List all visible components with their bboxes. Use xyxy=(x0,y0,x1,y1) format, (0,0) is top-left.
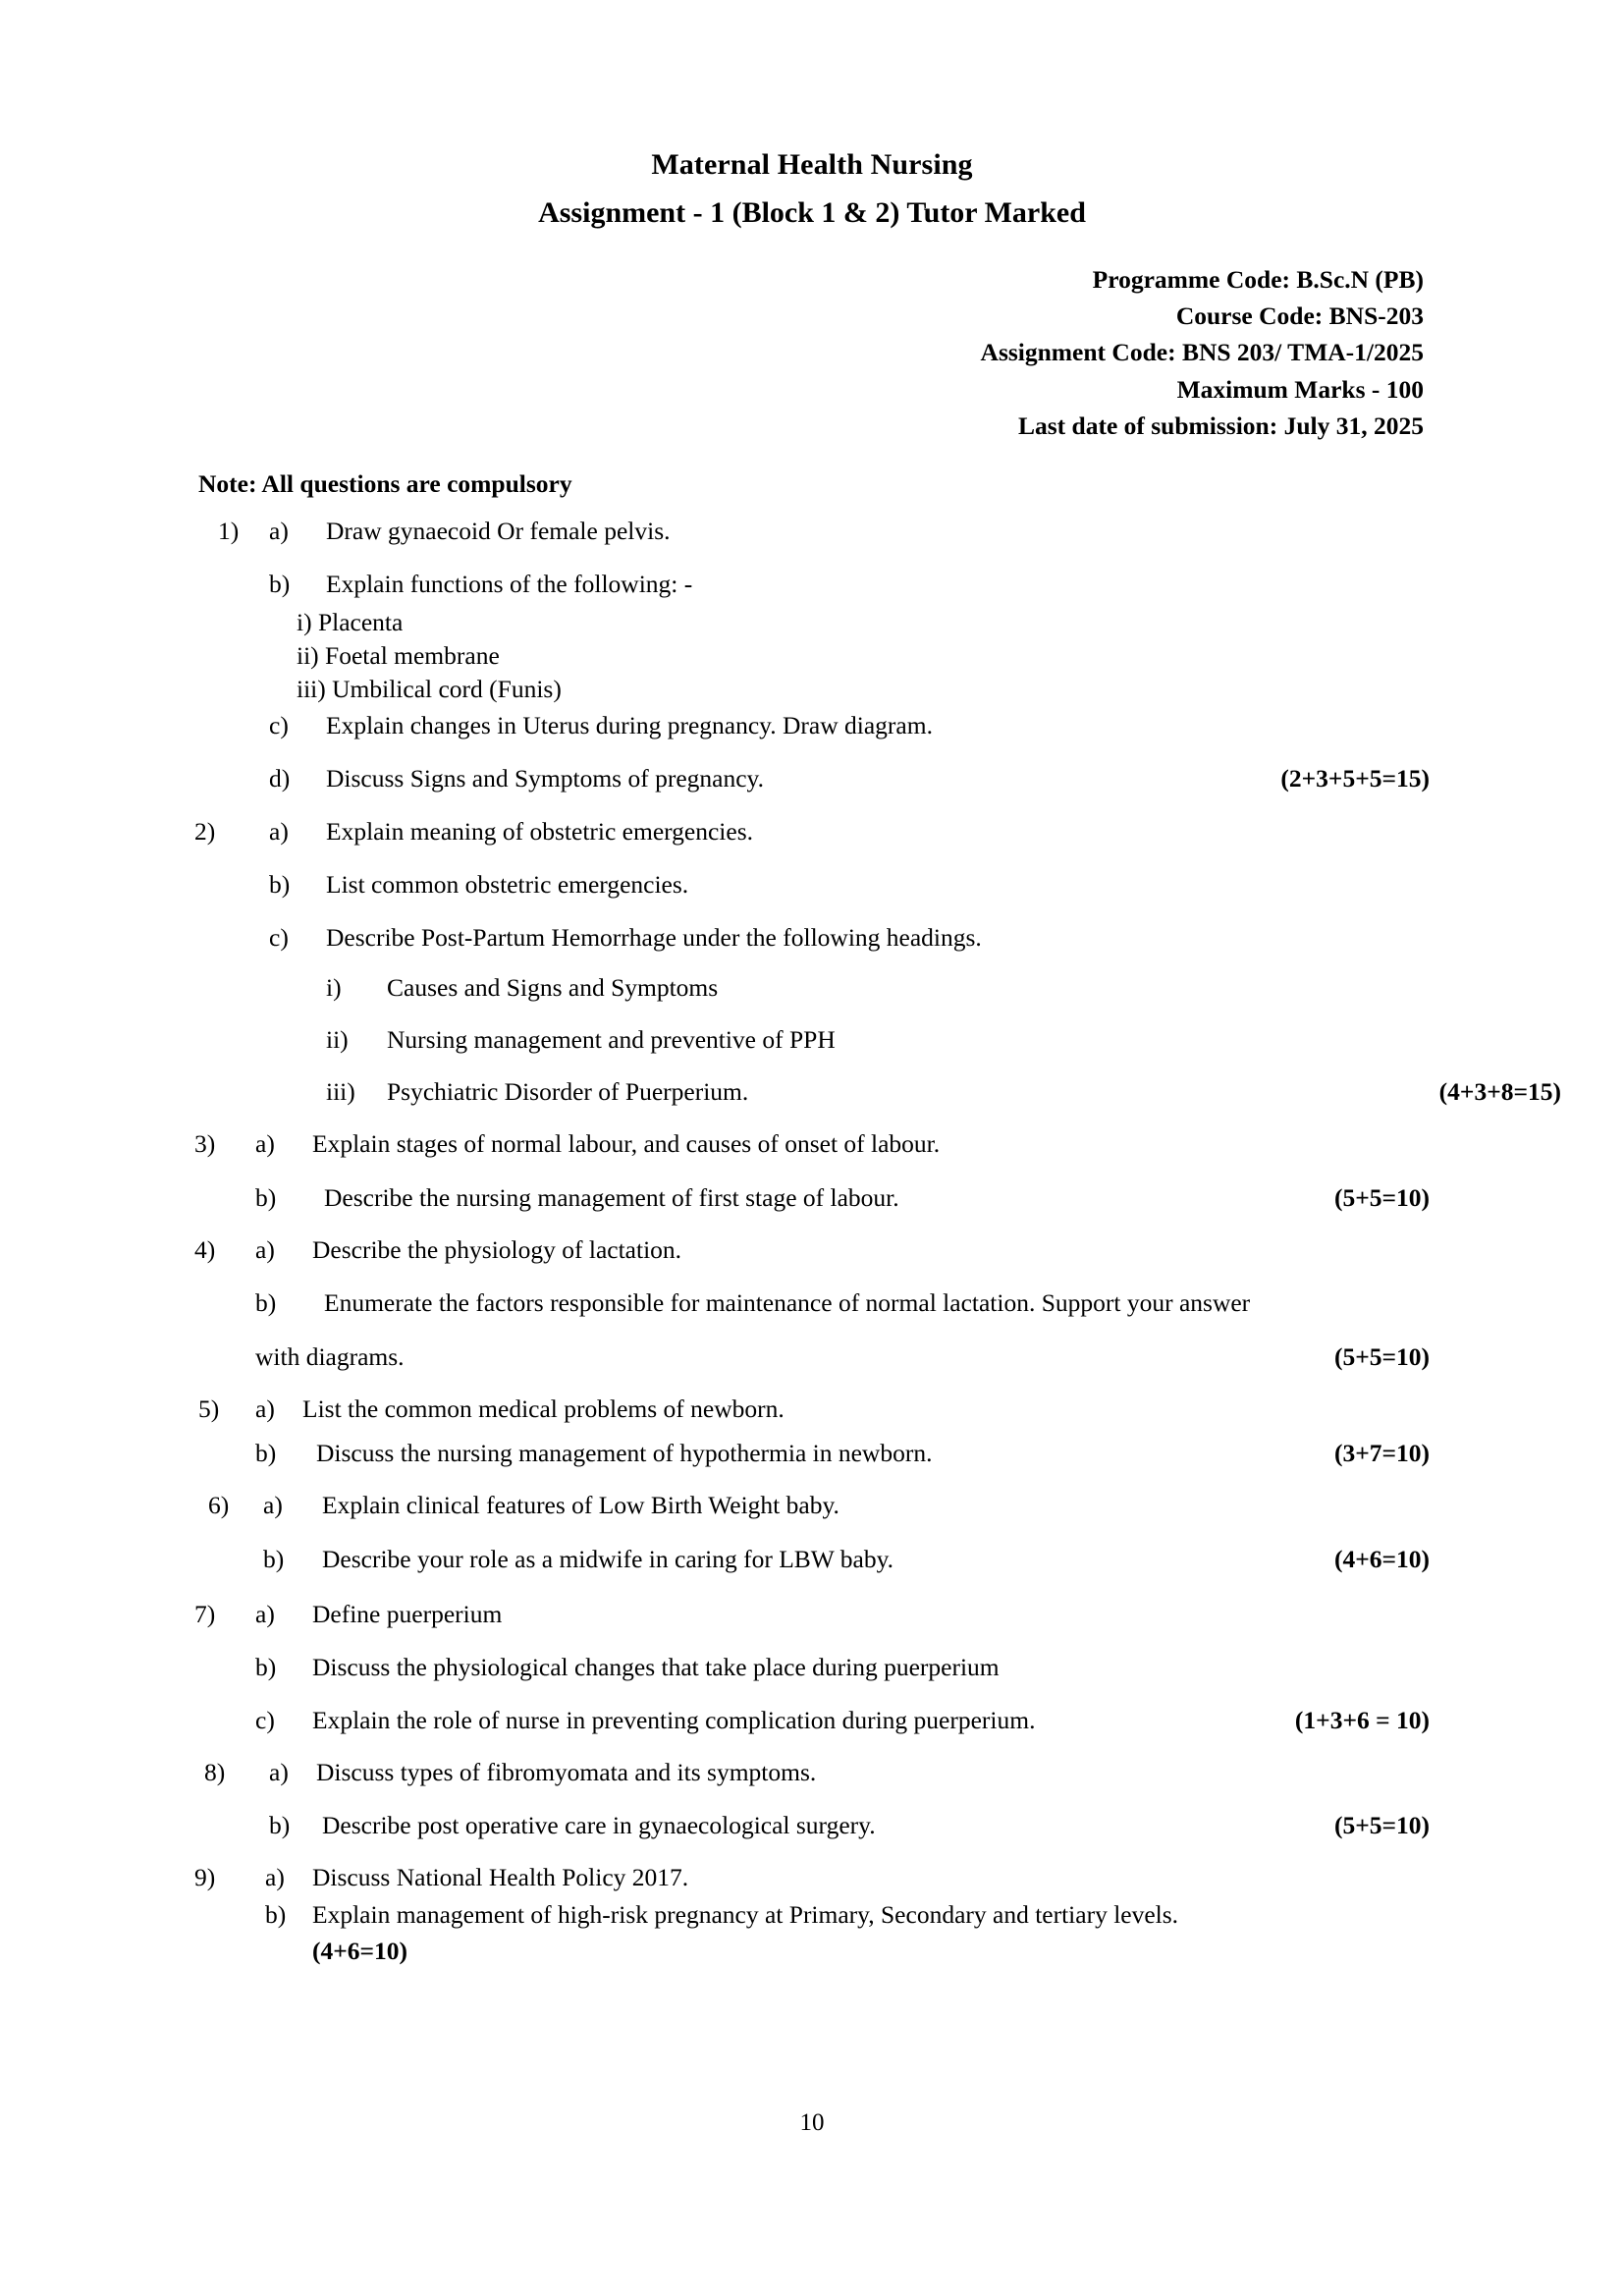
question-part-text: Explain the role of nurse in preventing complication during puerperium. xyxy=(312,1706,1036,1735)
question-row xyxy=(194,568,1430,600)
question-part-text: Explain clinical features of Low Birth Weight baby. xyxy=(322,1491,839,1520)
roman-label: iii) xyxy=(326,1077,355,1107)
question-row xyxy=(194,921,1430,954)
question-part-text: Discuss National Health Policy 2017. xyxy=(312,1863,689,1892)
roman-sub-item-row xyxy=(326,1023,1430,1056)
roman-sub-items xyxy=(194,606,1430,705)
question-part-label: a) xyxy=(269,1758,289,1787)
question-part-label: b) xyxy=(263,1544,285,1573)
question-row xyxy=(194,1756,1430,1788)
question-part-label: c) xyxy=(269,711,289,740)
roman-sub-item-row xyxy=(326,971,1430,1004)
question-part-text: Explain functions of the following: - xyxy=(326,570,693,599)
question-row xyxy=(194,1437,1430,1469)
question-row xyxy=(194,1898,1430,1931)
document-title-line-1: Maternal Health Nursing xyxy=(651,148,973,181)
roman-text: Psychiatric Disorder of Puerperium. xyxy=(387,1077,749,1107)
question-row xyxy=(194,868,1430,901)
question-row xyxy=(194,1809,1430,1841)
maximum-marks: Maximum Marks - 100 xyxy=(1176,374,1424,404)
question-part-text: Discuss Signs and Symptoms of pregnancy. xyxy=(326,764,764,793)
question-row xyxy=(194,709,1430,741)
question-part-text: Describe Post-Partum Hemorrhage under the following headings. xyxy=(326,922,982,952)
last-date-of-submission: Last date of submission: July 31, 2025 xyxy=(1017,410,1424,440)
roman-item: i) Placenta xyxy=(297,608,404,637)
question-row xyxy=(194,815,1430,847)
question-part-label: b) xyxy=(255,1287,277,1317)
question-part-label: b) xyxy=(255,1439,277,1468)
roman-text: Nursing management and preventive of PPH xyxy=(387,1025,836,1055)
question-number: 6) xyxy=(208,1491,230,1520)
question-marks: (4+6=10) xyxy=(312,1936,408,1965)
question-marks: (4+6=10) xyxy=(1333,1544,1430,1573)
question-number: 9) xyxy=(194,1863,216,1892)
question-row xyxy=(194,1233,1430,1266)
question-part-text: Discuss the physiological changes that take place during puerperium xyxy=(312,1652,1000,1681)
question-row xyxy=(194,1651,1430,1683)
question-part-label: a) xyxy=(255,1234,275,1264)
roman-item: ii) Foetal membrane xyxy=(297,641,500,671)
question-list xyxy=(194,515,1561,1967)
question-part-label: a) xyxy=(263,1491,283,1520)
question-row xyxy=(194,1598,1430,1630)
question-part-label: d) xyxy=(269,764,291,793)
question-marks: (5+5=10) xyxy=(1333,1811,1430,1840)
programme-code: Programme Code: B.Sc.N (PB) xyxy=(1092,265,1424,294)
question-part-text: Draw gynaecoid Or female pelvis. xyxy=(326,517,671,546)
question-part-text: Explain stages of normal labour, and causes of onset of labour. xyxy=(312,1129,941,1159)
question-number: 7) xyxy=(194,1599,216,1628)
question-part-text: Describe the nursing management of first stage of labour. xyxy=(324,1182,899,1212)
question-part-label: a) xyxy=(255,1394,275,1424)
question-marks: (1+3+6 = 10) xyxy=(1294,1706,1430,1735)
question-marks: (4+3+8=15) xyxy=(1438,1077,1561,1107)
page-number: 10 xyxy=(799,2109,825,2136)
question-row xyxy=(194,1127,1430,1160)
question-part-label: a) xyxy=(255,1599,275,1628)
question-part-label: b) xyxy=(255,1182,277,1212)
question-number: 4) xyxy=(194,1234,216,1264)
question-number: 5) xyxy=(198,1394,220,1424)
question-number: 8) xyxy=(204,1758,226,1787)
question-continuation-text: with diagrams. xyxy=(255,1342,405,1372)
question-row xyxy=(194,1543,1430,1575)
question-part-label: b) xyxy=(269,869,291,899)
question-part-label: b) xyxy=(269,570,291,599)
question-part-label: c) xyxy=(255,1706,275,1735)
roman-label: i) xyxy=(326,973,342,1003)
question-number: 2) xyxy=(194,816,216,846)
question-part-label: b) xyxy=(269,1811,291,1840)
question-row xyxy=(194,515,1430,547)
question-part-text: Define puerperium xyxy=(312,1599,503,1628)
question-part-label: c) xyxy=(269,922,289,952)
question-part-text: Discuss the nursing management of hypothermia in newborn. xyxy=(316,1439,933,1468)
question-part-label: a) xyxy=(269,517,289,546)
question-part-text: Describe post operative care in gynaecological surgery. xyxy=(322,1811,876,1840)
question-marks: (3+7=10) xyxy=(1333,1439,1430,1468)
question-part-label: a) xyxy=(255,1129,275,1159)
question-part-text: Discuss types of fibromyomata and its symptoms. xyxy=(316,1758,817,1787)
question-part-text: Explain management of high-risk pregnancy at Primary, Secondary and tertiary levels. xyxy=(312,1899,1179,1929)
question-row xyxy=(194,1181,1430,1214)
roman-label: ii) xyxy=(326,1025,349,1055)
question-row xyxy=(194,1489,1430,1521)
document-title-line-2: Assignment - 1 (Block 1 & 2) Tutor Marked xyxy=(538,196,1086,229)
note-all-questions-compulsory: Note: All questions are compulsory xyxy=(198,469,572,499)
question-part-text: Explain changes in Uterus during pregnancy. Draw diagram. xyxy=(326,711,933,740)
question-part-text: Enumerate the factors responsible for maintenance of normal lactation. Support your answer xyxy=(324,1287,1251,1317)
question-part-text: Describe your role as a midwife in caring for LBW baby. xyxy=(322,1544,894,1573)
question-part-label: b) xyxy=(255,1652,277,1681)
question-number: 1) xyxy=(218,517,240,546)
course-code: Course Code: BNS-203 xyxy=(1175,301,1424,331)
question-trailing-marks-row xyxy=(194,1935,1430,1967)
question-marks: (2+3+5+5=15) xyxy=(1280,764,1430,793)
question-row xyxy=(194,1393,1430,1425)
question-part-text: Explain meaning of obstetric emergencies. xyxy=(326,816,754,846)
roman-text: Causes and Signs and Symptoms xyxy=(387,973,719,1003)
question-part-label: a) xyxy=(269,816,289,846)
question-row xyxy=(194,1286,1430,1319)
question-part-text: Describe the physiology of lactation. xyxy=(312,1234,682,1264)
question-row xyxy=(194,762,1430,794)
question-part-label: b) xyxy=(265,1899,287,1929)
roman-sub-item-row xyxy=(326,1075,1561,1108)
question-marks: (5+5=10) xyxy=(1333,1342,1430,1372)
roman-item: iii) Umbilical cord (Funis) xyxy=(297,674,562,703)
assignment-code: Assignment Code: BNS 203/ TMA-1/2025 xyxy=(980,338,1424,367)
question-continuation-row xyxy=(194,1340,1430,1373)
question-number: 3) xyxy=(194,1129,216,1159)
assignment-metadata xyxy=(194,261,1430,444)
question-part-text: List the common medical problems of newborn. xyxy=(302,1394,785,1424)
question-part-text: List common obstetric emergencies. xyxy=(326,869,689,899)
question-marks: (5+5=10) xyxy=(1333,1182,1430,1212)
question-part-label: a) xyxy=(265,1863,285,1892)
question-row xyxy=(194,1861,1430,1893)
roman-sub-item-list xyxy=(194,971,1561,1108)
question-row xyxy=(194,1704,1430,1736)
